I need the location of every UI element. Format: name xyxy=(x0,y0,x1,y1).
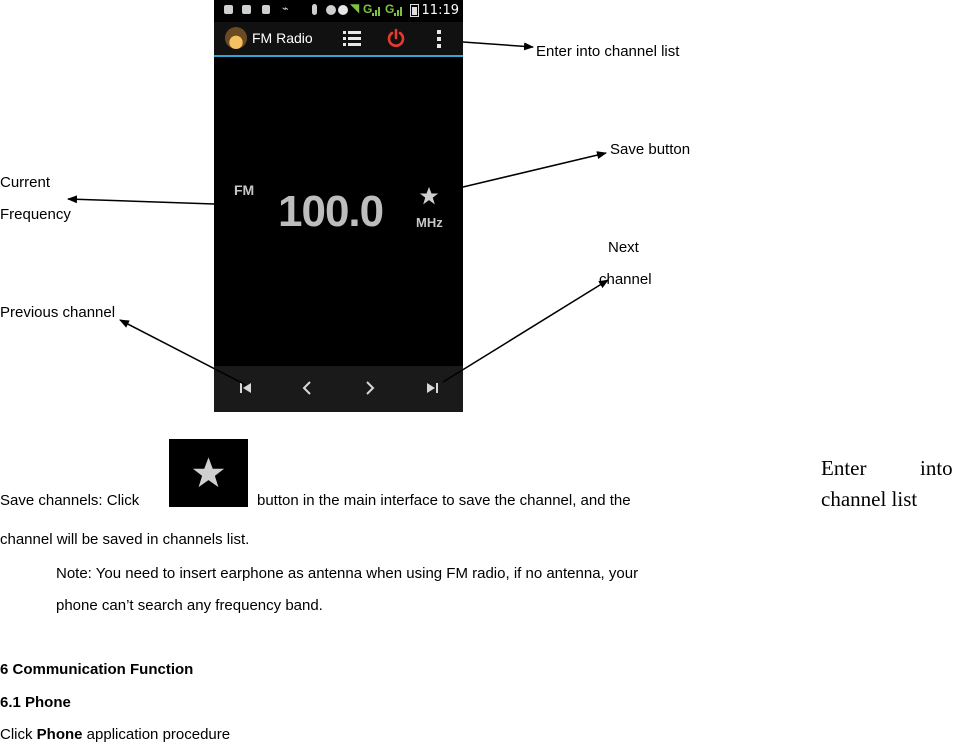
save-text-end: button in the main interface to save the channel, and the xyxy=(257,492,631,509)
arrow-save-button xyxy=(463,153,606,187)
label-current-frequency-line1: Current xyxy=(0,174,51,191)
app-title: FM Radio xyxy=(252,30,313,46)
network-type-icon: G xyxy=(363,2,373,16)
label-enter-channel-list: Enter into channel list xyxy=(536,43,680,60)
click-phone-line xyxy=(0,726,230,743)
current-frequency: 100.0 xyxy=(278,187,384,236)
side-note-line2: channel list xyxy=(821,487,918,511)
network-type-icon: G xyxy=(385,2,395,16)
arrow-previous-channel xyxy=(120,320,246,385)
star-icon xyxy=(191,456,226,490)
status-time: 11:19 xyxy=(421,3,459,18)
section-heading-6: 6 Communication Function xyxy=(0,661,194,678)
click-suffix: application procedure xyxy=(82,726,231,743)
click-prefix: Click xyxy=(0,726,37,743)
band-label: FM xyxy=(234,182,255,198)
save-text-line2: channel will be saved in channels list. xyxy=(0,531,250,548)
wifi-icon: ◥ xyxy=(350,1,360,15)
note-line1: Note: You need to insert earphone as antenna when using FM radio, if no antenna, your xyxy=(56,565,639,582)
label-previous-channel: Previous channel xyxy=(0,304,116,321)
side-note-word2: into xyxy=(920,456,953,480)
arrow-next-channel xyxy=(443,280,608,382)
arrow-current-frequency xyxy=(68,199,214,204)
phone-app-name: Phone xyxy=(36,726,83,743)
label-current-frequency-line2: Frequency xyxy=(0,206,71,223)
usb-icon: ⌁ xyxy=(282,3,289,15)
save-text-start: Save channels: Click xyxy=(0,492,140,509)
arrow-channel-list xyxy=(463,42,533,47)
note-line2: phone can’t search any frequency band. xyxy=(56,597,323,614)
label-next-channel-line1: Next xyxy=(608,239,639,256)
side-note-word1: Enter xyxy=(821,456,867,480)
label-save-button: Save button xyxy=(610,141,691,158)
section-heading-6-1: 6.1 Phone xyxy=(0,694,71,711)
frequency-unit: MHz xyxy=(416,215,443,230)
save-star-thumbnail xyxy=(169,439,248,507)
label-next-channel-line2: channel xyxy=(599,271,652,288)
